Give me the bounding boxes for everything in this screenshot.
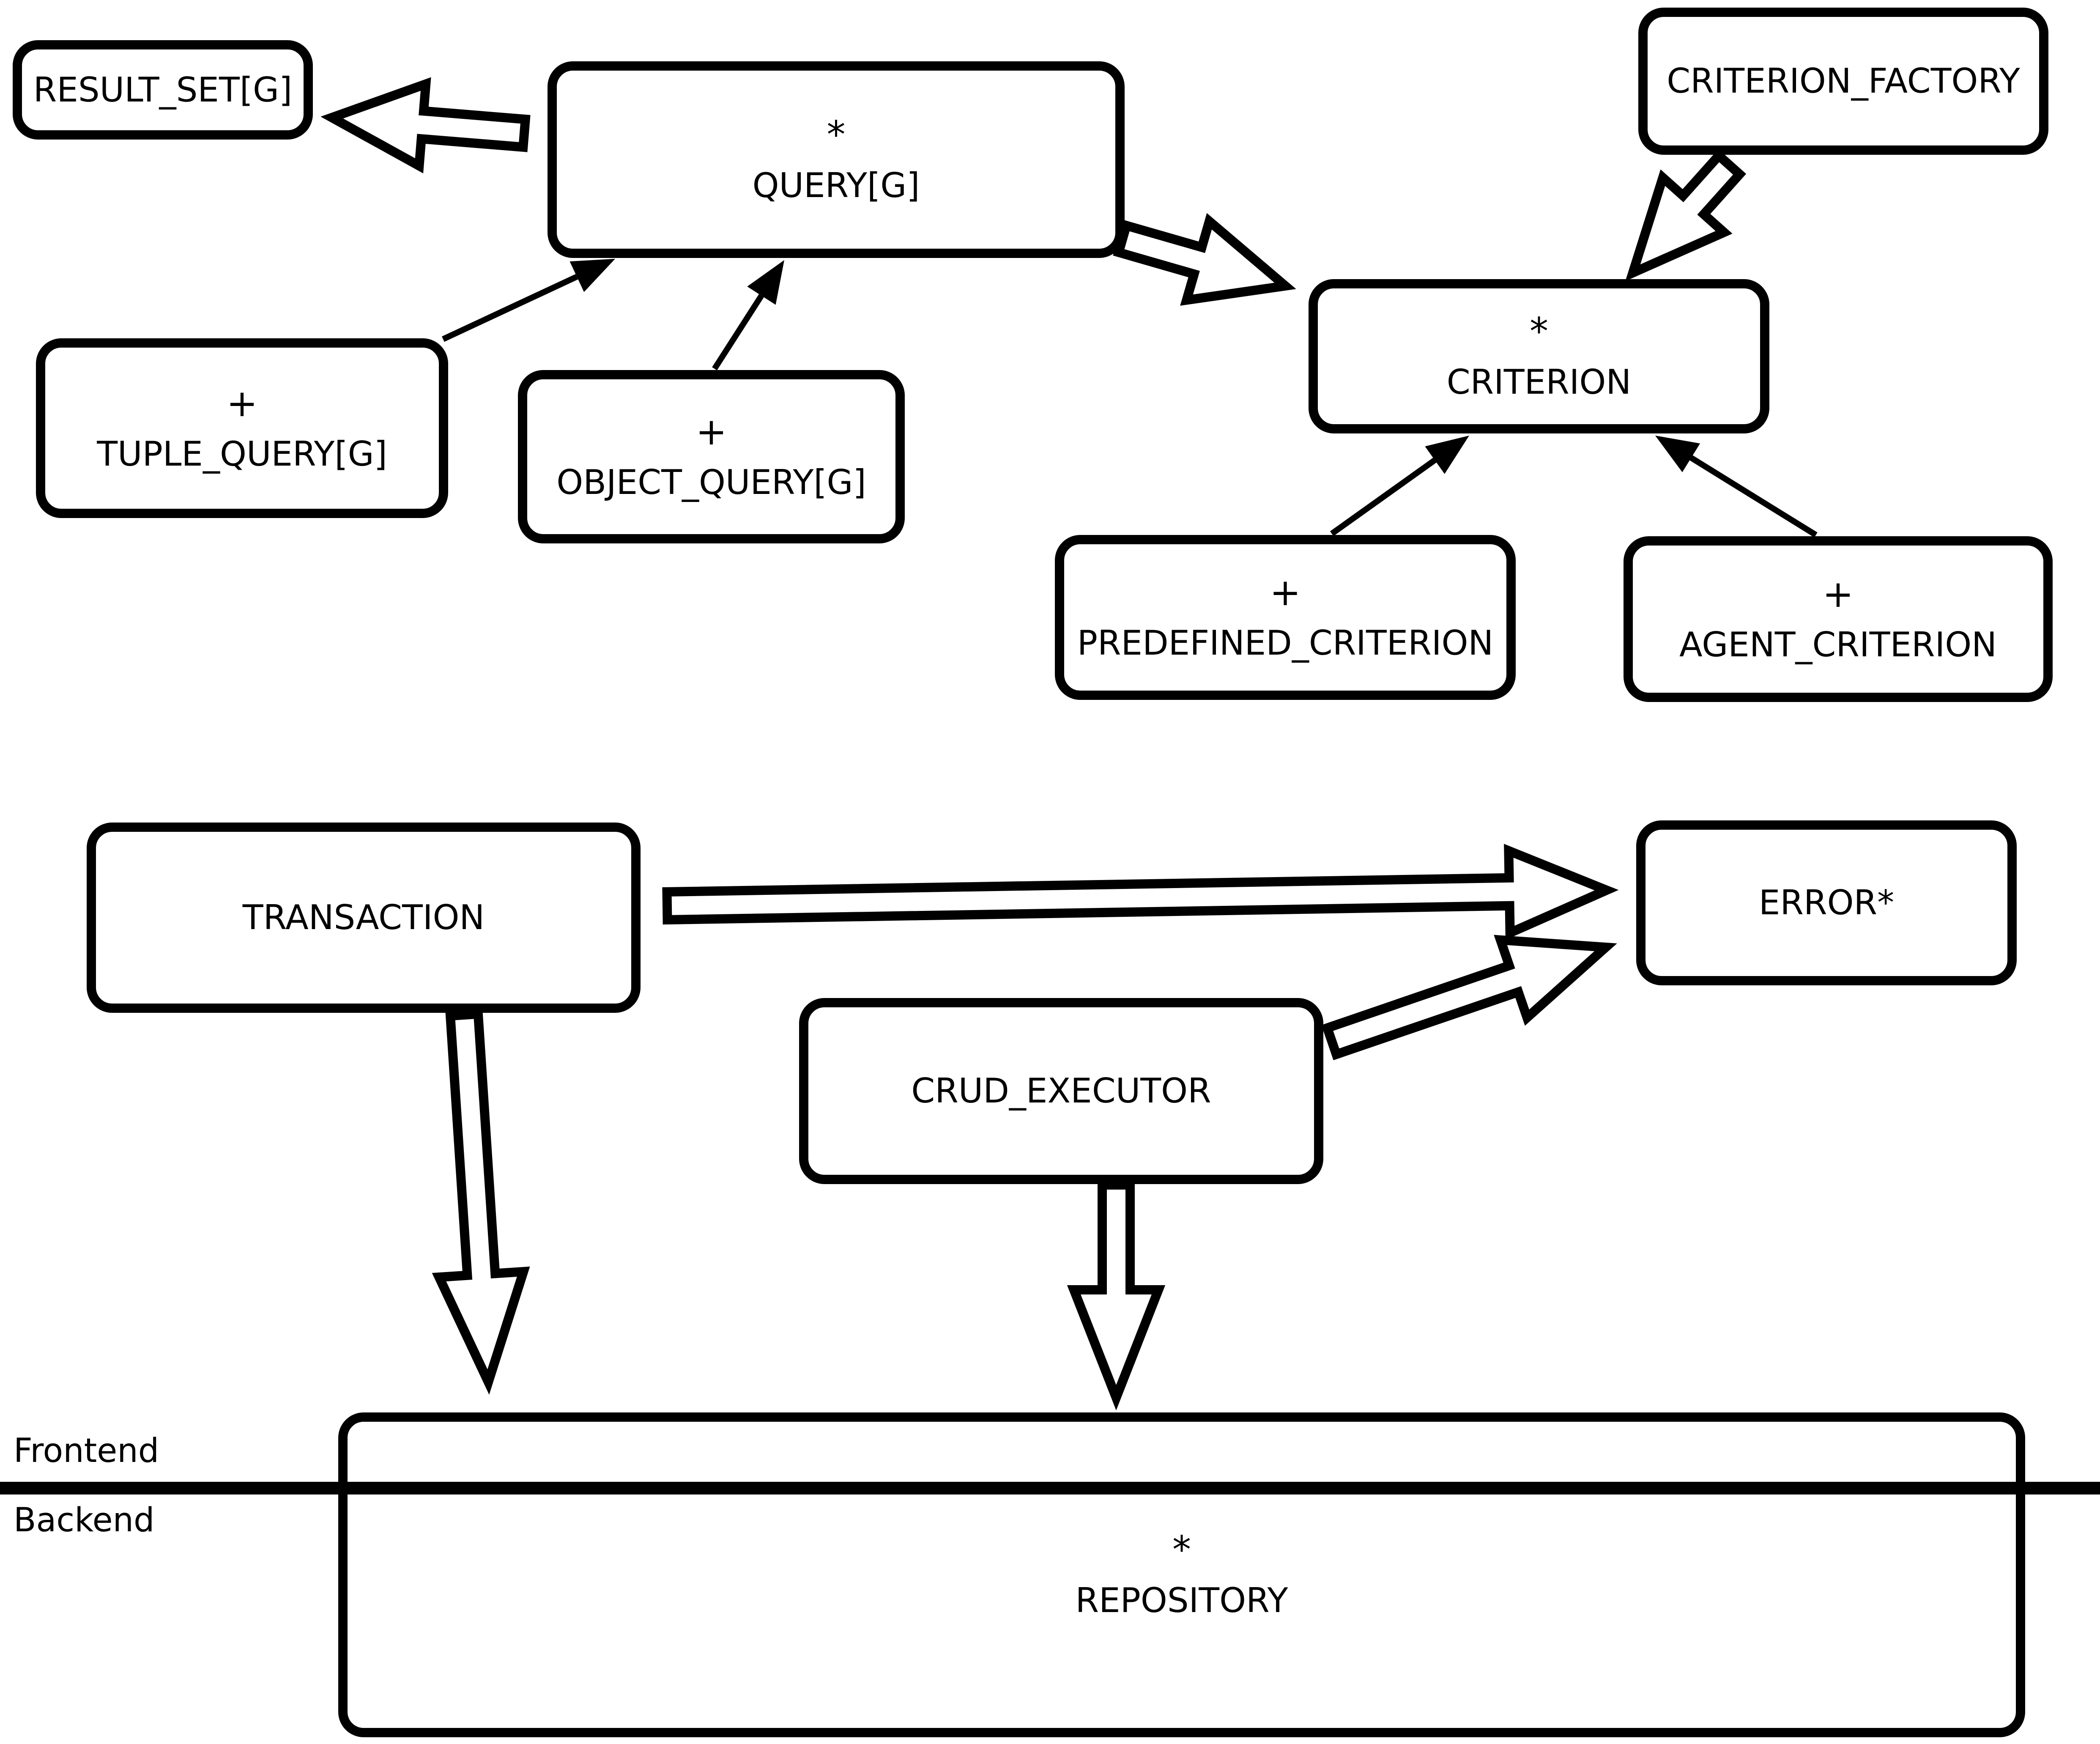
inheritance-arrowhead-icon: [570, 259, 616, 292]
deferred-marker: +: [695, 410, 727, 453]
node-label: REPOSITORY: [1075, 1581, 1288, 1620]
backend-region-label: Backend: [14, 1501, 155, 1539]
arrow-object-query-to-query: [715, 260, 784, 369]
node-repository: [338, 1412, 2025, 1737]
node-label: CRITERION_FACTORY: [1667, 61, 2020, 101]
arrow-query-to-criterion: [1119, 221, 1285, 300]
inheritance-arrowhead-icon: [1655, 436, 1700, 472]
deferred-marker: +: [226, 381, 258, 425]
inheritance-line: [715, 296, 761, 369]
node-criterion-factory: [1638, 8, 2048, 155]
node-query: [548, 61, 1125, 258]
multiplicity-marker: *: [1530, 309, 1548, 353]
arrow-crud-executor-to-error: [1327, 940, 1606, 1054]
node-criterion: [1309, 279, 1769, 433]
node-transaction: [87, 823, 641, 1013]
arrow-tuple-query-to-query: [443, 259, 615, 339]
node-error: [1636, 820, 2017, 985]
node-result-set: [13, 40, 313, 140]
node-label: ERROR*: [1758, 883, 1895, 922]
inheritance-arrowhead-icon: [1425, 436, 1469, 474]
node-label: QUERY[G]: [752, 165, 920, 205]
inheritance-arrowhead-icon: [747, 260, 784, 305]
node-label: CRITERION: [1446, 362, 1632, 402]
node-agent-criterion: [1624, 536, 2053, 702]
arrow-transaction-to-error: [667, 851, 1607, 933]
node-label: AGENT_CRITERION: [1679, 625, 1997, 664]
inheritance-line: [1691, 458, 1816, 535]
arrow-criterion-factory-to-criterion: [1633, 156, 1740, 273]
node-label: CRUD_EXECUTOR: [911, 1071, 1211, 1111]
node-label: OBJECT_QUERY[G]: [556, 463, 866, 502]
node-crud-executor: [799, 998, 1323, 1184]
arrow-agent-criterion-to-criterion: [1655, 436, 1816, 535]
node-label: PREDEFINED_CRITERION: [1077, 623, 1494, 663]
arrow-query-to-result-set: [332, 84, 526, 166]
node-label: TUPLE_QUERY[G]: [97, 434, 387, 474]
multiplicity-marker: *: [827, 112, 846, 156]
deferred-marker: +: [1270, 570, 1301, 614]
multiplicity-marker: *: [1172, 1528, 1191, 1571]
deferred-marker: +: [1822, 572, 1854, 616]
node-label: TRANSACTION: [242, 898, 485, 937]
node-predefined-criterion: [1055, 535, 1516, 700]
inheritance-line: [1332, 460, 1435, 534]
frontend-region-label: Frontend: [14, 1432, 159, 1470]
node-label: RESULT_SET[G]: [33, 70, 293, 110]
node-tuple-query: [36, 338, 448, 518]
node-object-query: [518, 370, 905, 543]
inheritance-line: [443, 277, 577, 339]
arrow-transaction-to-repository: [439, 1014, 524, 1382]
arrow-crud-executor-to-repository: [1074, 1185, 1158, 1398]
arrow-predefined-criterion-to-criterion: [1332, 436, 1469, 534]
